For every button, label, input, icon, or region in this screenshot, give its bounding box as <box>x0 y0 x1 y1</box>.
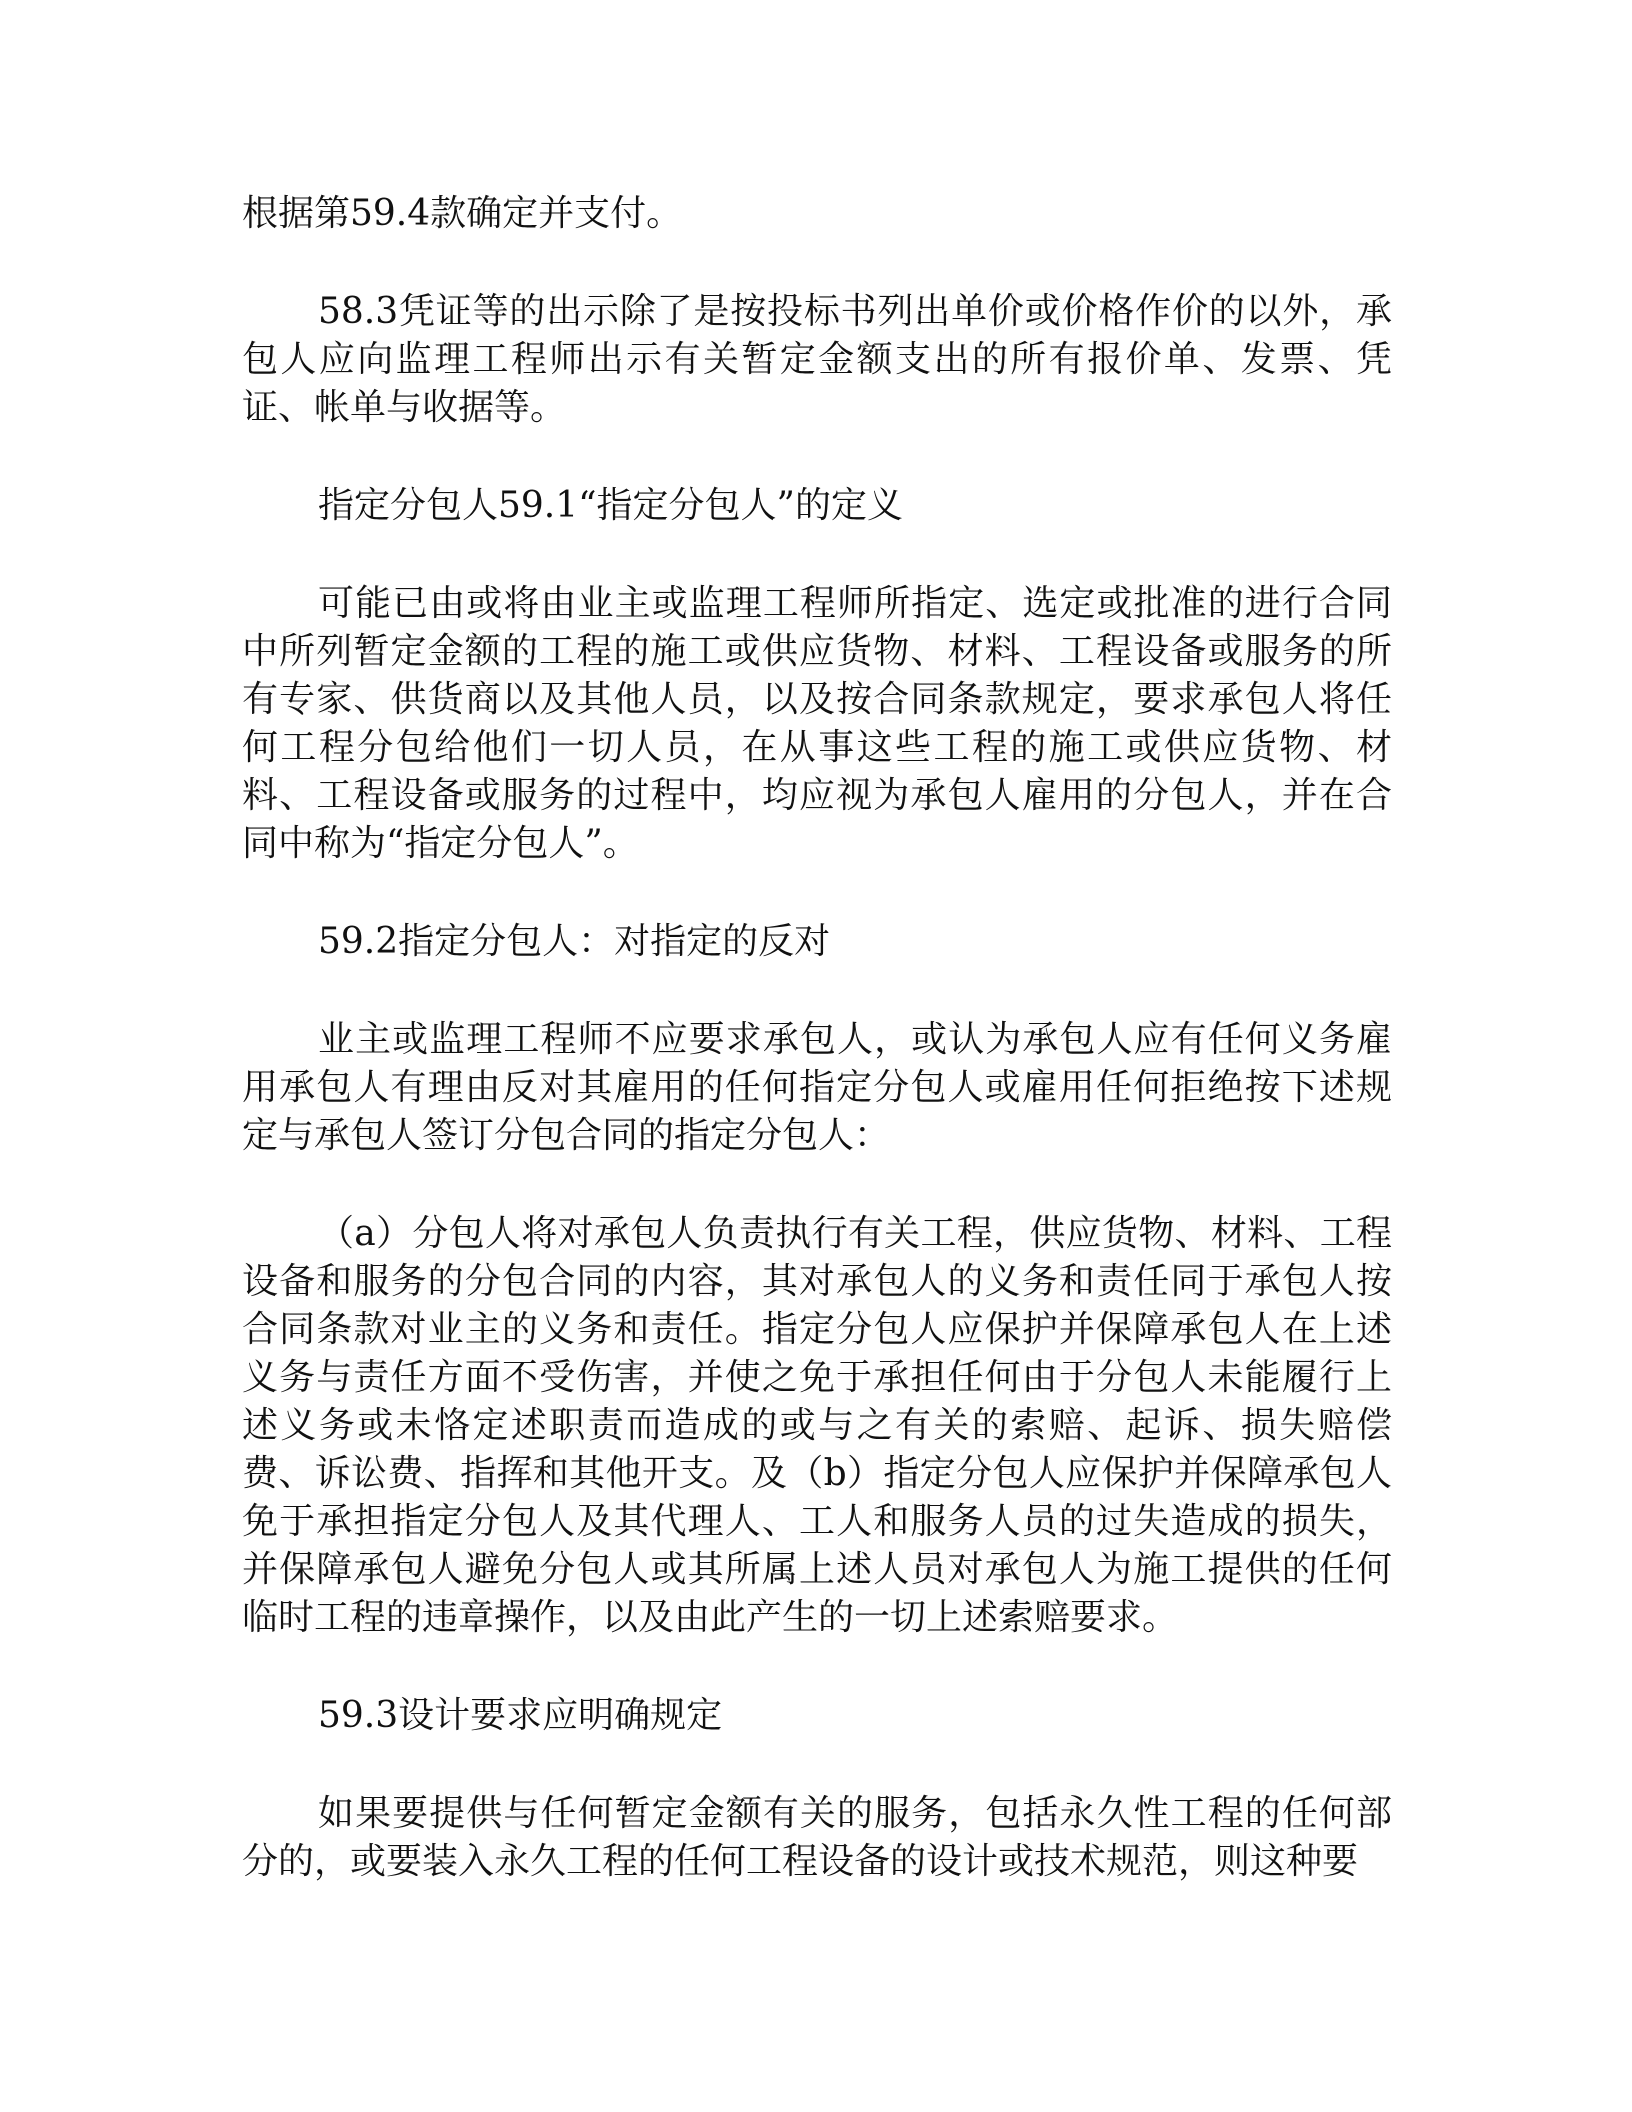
paragraph-58-3: 58.3凭证等的出示除了是按投标书列出单价或价格作价的以外，承包人应向监理工程师出示有关暂定金额支出的所有报价单、发票、凭证、帐单与收据等。 <box>242 291 1392 428</box>
paragraph-objection: 业主或监理工程师不应要求承包人，或认为承包人应有任何义务雇用承包人有理由反对其雇用的任何指定分包人或雇用任何拒绝按下述规定与承包人签订分包合同的指定分包人： <box>242 1019 1392 1156</box>
heading-59-2: 59.2指定分包人：对指定的反对 <box>318 921 831 962</box>
heading-59-1: 指定分包人59.1“指定分包人”的定义 <box>318 485 903 526</box>
paragraph-design-requirements: 如果要提供与任何暂定金额有关的服务，包括永久性工程的任何部分的，或要装入永久工程的任何工程设备的设计或技术规范，则这种要 <box>242 1793 1392 1882</box>
document-page <box>242 190 1392 1936</box>
paragraph-clauses-a-b: （a）分包人将对承包人负责执行有关工程，供应货物、材料、工程设备和服务的分包合同的内容，其对承包人的义务和责任同于承包人按合同条款对业主的义务和责任。指定分包人应保护并保障承包人在上述义务与责任方面不受伤害，并使之免于承担任何由于分包人未能履行上述义务或未恪定述职责而造成的或与之有关的索赔、起诉、损失赔偿费、诉讼费、指挥和其他开支。及（b）指定分包人应保护并保障承包人免于承担指定分包人及其代理人、工人和服务人员的过失造成的损失，并保障承包人避免分包人或其所属上述人员对承包人为施工提供的任何临时工程的违章操作，以及由此产生的一切上述索赔要求。 <box>242 1213 1392 1638</box>
paragraph-continuation: 根据第59.4款确定并支付。 <box>242 193 683 234</box>
heading-59-3: 59.3设计要求应明确规定 <box>318 1695 723 1736</box>
paragraph-definition: 可能已由或将由业主或监理工程师所指定、选定或批准的进行合同中所列暂定金额的工程的施工或供应货物、材料、工程设备或服务的所有专家、供货商以及其他人员，以及按合同条款规定，要求承包人将任何工程分包给他们一切人员，在从事这些工程的施工或供应货物、材料、工程设备或服务的过程中，均应视为承包人雇用的分包人，并在合同中称为“指定分包人”。 <box>242 583 1392 864</box>
